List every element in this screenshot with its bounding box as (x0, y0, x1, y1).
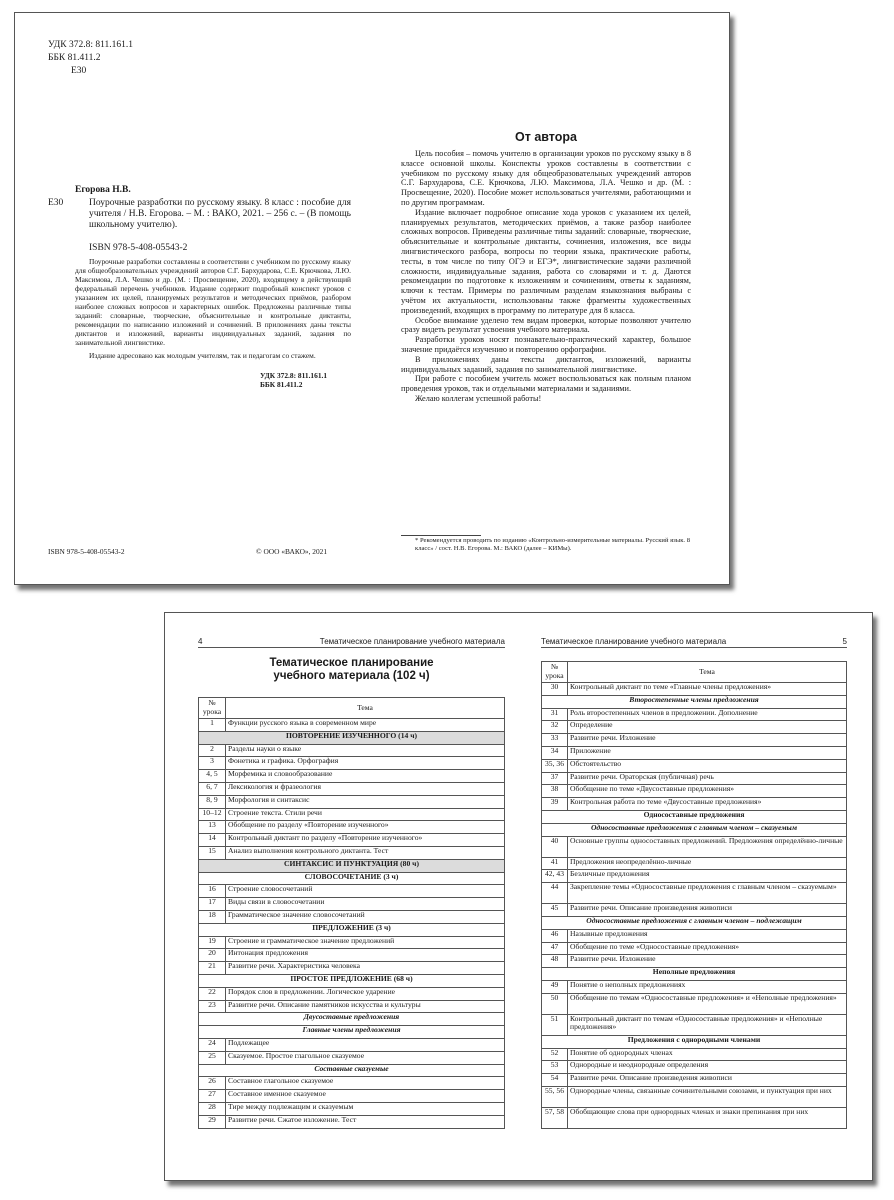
lesson-number: 22 (199, 987, 226, 1000)
lesson-number: 31 (542, 708, 568, 721)
preface-paragraph: Издание включает подробное описание хода уроков с указанием их целей, планируемых результатов, методических приёмов, а также разбор наиболее сложных вопросов. Приведены различные типы заданий: словарные, творческие, объяснительные и контрольные диктанты, сочинения, изложения, все виды лингвистического разбора, вопросы по теории языка, практические работы, тесты, в том числе по типу ОГЭ и ЕГЭ*, лингвистические задачи различной сложности, индивидуальные задания, работа со словарями и т. д. Даются рекомендации по подготовке к изложениям и сочинениям, ответы к заданиям, ключи к тестам. Примеры по различным разделам языкознания выбраны с учётом их актуальности, использованы также фрагменты художественных произведений, входящих в программу по литературе для 8 класса. (401, 207, 691, 315)
lesson-number: 39 (542, 798, 568, 811)
table-row (199, 821, 505, 834)
table-row (199, 987, 505, 1000)
table-row (542, 1048, 847, 1061)
lesson-topic: Строение текста. Стили речи (226, 808, 505, 821)
lesson-number: 29 (199, 1115, 226, 1128)
table-row (199, 1051, 505, 1064)
preface-paragraph: Разработки уроков носят познавательно-практический характер, большое значение придаётся изучению и повторению орфографии. (401, 335, 691, 354)
lesson-number: 1 (199, 719, 226, 732)
udk-code: УДК 372.8: 811.161.1 (48, 40, 133, 50)
audience-note: Издание адресовано как молодым учителям, так и педагогам со стажем. (89, 351, 316, 360)
table-row (542, 857, 847, 870)
lesson-topic: Основные группы односоставных предложений. Предложения определённо-личные (568, 836, 847, 857)
lesson-number: 50 (542, 993, 568, 1014)
table-row (542, 1061, 847, 1074)
lesson-number: 27 (199, 1090, 226, 1103)
lesson-topic: Понятие об однородных членах (568, 1048, 847, 1061)
lesson-topic: Обстоятельство (568, 759, 847, 772)
lesson-number: 13 (199, 821, 226, 834)
table-row (542, 883, 847, 904)
isbn-line: ISBN 978-5-408-05543-2 (89, 243, 188, 253)
author-mark-2: Е30 (48, 198, 64, 208)
lesson-topic: Обобщающие слова при однородных членах и знаки препинания при них (568, 1107, 847, 1128)
page-number-left: 4 (198, 637, 203, 646)
section-heading: Неполные предложения (542, 968, 847, 981)
lesson-number: 2 (199, 744, 226, 757)
table-row (199, 1115, 505, 1128)
table-row (199, 1102, 505, 1115)
table-row (199, 1000, 505, 1013)
table-row (199, 834, 505, 847)
lesson-number: 41 (542, 857, 568, 870)
table-row (542, 929, 847, 942)
lesson-number: 53 (542, 1061, 568, 1074)
section-heading: СЛОВОСОЧЕТАНИЕ (3 ч) (199, 872, 505, 885)
lesson-number: 54 (542, 1074, 568, 1087)
lesson-number: 24 (199, 1038, 226, 1051)
footnote-rule (401, 535, 481, 536)
annotation: Поурочные разработки составлены в соответствии с учебником по русскому языку для общеобразовательных учреждений авторов С.Г. Бархударова, С.Е. Крючкова, Л.Ю. Максимова, Л.А. Чешко и др. (М. : Просвещение, 2020), входящему в действующий федеральный перечень учебников. Издание содержит подробный конспект уроков с указанием их целей, планируемых результатов и методических приёмов, разбором наиболее сложных вопросов и характерных ошибок. Предложены различные типы заданий: словарные, творческие, объяснительные и контрольные диктанты, рекомендации по написанию изложений и сочинений. В приложениях даны тексты диктантов и изложений, варианты индивидуальных заданий, задания по занимательной лингвистике. (75, 257, 351, 347)
section-heading: Односоставные предложения с главным членом – подлежащим (542, 916, 847, 929)
bibliographic-description: Поурочные разработки по русскому языку. 8 класс : пособие для учителя / Н.В. Егорова. – М. : ВАКО, 2021. – 256 с. – (В помощь школьному учителю). (89, 198, 351, 230)
lesson-topic: Развитие речи. Описание памятников искусства и культуры (226, 1000, 505, 1013)
lesson-topic: Подлежащее (226, 1038, 505, 1051)
table-row (542, 942, 847, 955)
lesson-topic: Развитие речи. Характеристика человека (226, 962, 505, 975)
lesson-topic: Однородные и неоднородные определения (568, 1061, 847, 1074)
table-row (199, 770, 505, 783)
table-row (199, 962, 505, 975)
preface-title: От автора (515, 130, 577, 144)
lesson-topic: Обобщение по темам «Односоставные предложения» и «Неполные предложения» (568, 993, 847, 1014)
table-row (542, 870, 847, 883)
lesson-topic: Контрольный диктант по теме «Главные члены предложения» (568, 683, 847, 696)
lesson-topic: Строение словосочетаний (226, 885, 505, 898)
section-heading: ПРОСТОЕ ПРЕДЛОЖЕНИЕ (68 ч) (199, 974, 505, 987)
page-number-right: 5 (842, 637, 847, 646)
lesson-topic: Обобщение по теме «Двусоставные предложения» (568, 785, 847, 798)
lesson-topic: Развитие речи. Изложение (568, 955, 847, 968)
lesson-topic: Обобщение по теме «Односоставные предложения» (568, 942, 847, 955)
lesson-number: 6, 7 (199, 782, 226, 795)
lesson-number: 37 (542, 772, 568, 785)
table-row (199, 744, 505, 757)
lesson-topic: Контрольный диктант по темам «Односоставные предложения» и «Неполные предложения» (568, 1014, 847, 1035)
table-row (542, 721, 847, 734)
section-heading: Двусоставные предложения (199, 1013, 505, 1026)
lesson-topic: Развитие речи. Описание произведения живописи (568, 1074, 847, 1087)
lesson-number: 33 (542, 734, 568, 747)
lesson-topic: Морфология и синтаксис (226, 795, 505, 808)
table-row (199, 782, 505, 795)
running-head-text-left: Тематическое планирование учебного материала (319, 637, 505, 646)
col-header-number: № урока (199, 698, 226, 719)
col-header-number: № урока (542, 662, 568, 683)
table-row (199, 719, 505, 732)
section-heading: Составные сказуемые (199, 1064, 505, 1077)
lesson-number: 30 (542, 683, 568, 696)
table-row (542, 955, 847, 968)
bbk-code: ББК 81.411.2 (48, 53, 101, 63)
lesson-number: 47 (542, 942, 568, 955)
lesson-number: 4, 5 (199, 770, 226, 783)
table-row (542, 993, 847, 1014)
book-spread-imprint (14, 12, 730, 585)
lesson-number: 8, 9 (199, 795, 226, 808)
lesson-number: 25 (199, 1051, 226, 1064)
lesson-topic: Роль второстепенных членов в предложении. Дополнение (568, 708, 847, 721)
lesson-topic: Закрепление темы «Односоставные предложения с главным членом – сказуемым» (568, 883, 847, 904)
section-heading: Односоставные предложения с главным членом – сказуемым (542, 823, 847, 836)
table-row (199, 795, 505, 808)
plan-table-right (541, 661, 847, 1129)
lesson-topic: Составное глагольное сказуемое (226, 1077, 505, 1090)
table-row (542, 746, 847, 759)
lesson-topic: Строение и грамматическое значение предложений (226, 936, 505, 949)
lesson-number: 38 (542, 785, 568, 798)
table-row (199, 846, 505, 859)
preface-paragraph: В приложениях даны тексты диктантов, изложений, варианты индивидуальных заданий, задания по занимательной лингвистике. (401, 354, 691, 374)
lesson-number: 10–12 (199, 808, 226, 821)
lesson-topic: Составное именное сказуемое (226, 1090, 505, 1103)
lesson-number: 20 (199, 949, 226, 962)
section-heading: ПРЕДЛОЖЕНИЕ (3 ч) (199, 923, 505, 936)
lesson-topic: Функции русского языка в современном мире (226, 719, 505, 732)
table-row (199, 949, 505, 962)
table-row (542, 772, 847, 785)
lesson-number: 23 (199, 1000, 226, 1013)
table-row (199, 910, 505, 923)
lesson-number: 57, 58 (542, 1107, 568, 1128)
table-row (199, 885, 505, 898)
lesson-number: 26 (199, 1077, 226, 1090)
lesson-number: 55, 56 (542, 1086, 568, 1107)
lesson-number: 32 (542, 721, 568, 734)
lesson-topic: Разделы науки о языке (226, 744, 505, 757)
lesson-topic: Обобщение по разделу «Повторение изученного» (226, 821, 505, 834)
lesson-topic: Развитие речи. Описание произведения живописи (568, 904, 847, 917)
lesson-number: 15 (199, 846, 226, 859)
lesson-topic: Понятие о неполных предложениях (568, 980, 847, 993)
lesson-topic: Определение (568, 721, 847, 734)
table-row (199, 898, 505, 911)
table-row (542, 836, 847, 857)
lesson-topic: Развитие речи. Сжатое изложение. Тест (226, 1115, 505, 1128)
table-row (199, 936, 505, 949)
lesson-number: 3 (199, 757, 226, 770)
lesson-topic: Назывные предложения (568, 929, 847, 942)
lesson-topic: Лексикология и фразеология (226, 782, 505, 795)
lesson-number: 34 (542, 746, 568, 759)
lesson-number: 35, 36 (542, 759, 568, 772)
table-row (542, 683, 847, 696)
lesson-topic: Фонетика и графика. Орфография (226, 757, 505, 770)
udk-code-bottom: УДК 372.8: 811.161.1 (260, 371, 328, 380)
bbk-code-bottom: ББК 81.411.2 (260, 380, 303, 389)
footnote: * Рекомендуется проводить по изданию «Контрольно-измерительные материалы. Русский язык. 8 класс» / сост. Н.В. Егорова. М.: ВАКО (далее – КИМы). (415, 537, 690, 552)
lesson-topic: Тире между подлежащим и сказуемым (226, 1102, 505, 1115)
section-heading: Главные члены предложения (199, 1026, 505, 1039)
col-header-topic: Тема (568, 662, 847, 683)
col-header-topic: Тема (226, 698, 505, 719)
lesson-topic: Грамматическое значение словосочетаний (226, 910, 505, 923)
lesson-topic: Анализ выполнения контрольного диктанта. Тест (226, 846, 505, 859)
lesson-number: 17 (199, 898, 226, 911)
lesson-number: 21 (199, 962, 226, 975)
lesson-number: 49 (542, 980, 568, 993)
lesson-topic: Контрольная работа по теме «Двусоставные предложения» (568, 798, 847, 811)
lesson-number: 16 (199, 885, 226, 898)
section-heading: ПОВТОРЕНИЕ ИЗУЧЕННОГО (14 ч) (199, 731, 505, 744)
lesson-topic: Развитие речи. Ораторская (публичная) речь (568, 772, 847, 785)
table-row (542, 1014, 847, 1035)
table-row (199, 1090, 505, 1103)
lesson-topic: Приложение (568, 746, 847, 759)
lesson-number: 48 (542, 955, 568, 968)
preface-paragraph: При работе с пособием учитель может воспользоваться как полным планом проведения уроков, так и отдельными материалами и заданиями. (401, 374, 691, 394)
author-name: Егорова Н.В. (75, 185, 131, 195)
table-row (542, 1074, 847, 1087)
lesson-topic: Морфемика и словообразование (226, 770, 505, 783)
section-heading: СИНТАКСИС И ПУНКТУАЦИЯ (80 ч) (199, 859, 505, 872)
lesson-number: 42, 43 (542, 870, 568, 883)
lesson-number: 52 (542, 1048, 568, 1061)
lesson-number: 19 (199, 936, 226, 949)
table-row (199, 1077, 505, 1090)
table-row (542, 798, 847, 811)
table-row (199, 1038, 505, 1051)
section-heading: Односоставные предложения (542, 810, 847, 823)
book-spread-plan (164, 612, 873, 1181)
table-row (542, 980, 847, 993)
table-row (199, 757, 505, 770)
preface-paragraph: Цель пособия – помочь учителю в организации уроков по русскому языку в 8 классе основной школы. Конспекты уроков составлены в соответствии с учебником по русскому языку для общеобразовательных учреждений авторов С.Г. Бархударова, С.Е. Крючкова, Л.Ю. Максимова, Л.А. Чешко и др. (М. : Просвещение, 2020). Пособие может использоваться учителями, работающими и по другим программам. (401, 149, 691, 207)
table-row (542, 759, 847, 772)
preface-body (401, 149, 691, 404)
table-row (542, 708, 847, 721)
lesson-number: 51 (542, 1014, 568, 1035)
lesson-topic: Контрольный диктант по разделу «Повторение изученного» (226, 834, 505, 847)
preface-paragraph: Особое внимание уделено тем видам проверки, которые позволяют учителю сразу видеть результат усвоения учебного материала. (401, 315, 691, 335)
lesson-topic: Однородные члены, связанные сочинительными союзами, и пунктуация при них (568, 1086, 847, 1107)
copyright: © ООО «ВАКО», 2021 (256, 547, 328, 556)
lesson-number: 46 (542, 929, 568, 942)
lesson-topic: Порядок слов в предложении. Логическое ударение (226, 987, 505, 1000)
table-row (542, 1107, 847, 1128)
plan-table-left (198, 697, 505, 1129)
lesson-number: 45 (542, 904, 568, 917)
table-row (542, 734, 847, 747)
author-mark: Е30 (71, 66, 87, 76)
plan-title (198, 657, 505, 683)
running-head-text-right: Тематическое планирование учебного материала (541, 637, 727, 646)
preface-paragraph: Желаю коллегам успешной работы! (415, 393, 542, 403)
table-row (542, 1086, 847, 1107)
running-head-right (541, 637, 847, 648)
plan-title-line-2: учебного материала (102 ч) (273, 670, 430, 682)
table-row (199, 808, 505, 821)
lesson-topic: Безличные предложения (568, 870, 847, 883)
running-head-left (198, 637, 505, 648)
lesson-number: 14 (199, 834, 226, 847)
lesson-topic: Интонация предложения (226, 949, 505, 962)
lesson-number: 28 (199, 1102, 226, 1115)
table-row (542, 785, 847, 798)
plan-title-line-1: Тематическое планирование (269, 657, 434, 669)
lesson-number: 44 (542, 883, 568, 904)
section-heading: Предложения с однородными членами (542, 1035, 847, 1048)
lesson-topic: Развитие речи. Изложение (568, 734, 847, 747)
lesson-topic: Предложения неопределённо-личные (568, 857, 847, 870)
lesson-topic: Виды связи в словосочетании (226, 898, 505, 911)
lesson-number: 18 (199, 910, 226, 923)
lesson-number: 40 (542, 836, 568, 857)
section-heading: Второстепенные члены предложения (542, 695, 847, 708)
table-row (542, 904, 847, 917)
isbn-footer: ISBN 978-5-408-05543-2 (48, 547, 125, 556)
lesson-topic: Сказуемое. Простое глагольное сказуемое (226, 1051, 505, 1064)
